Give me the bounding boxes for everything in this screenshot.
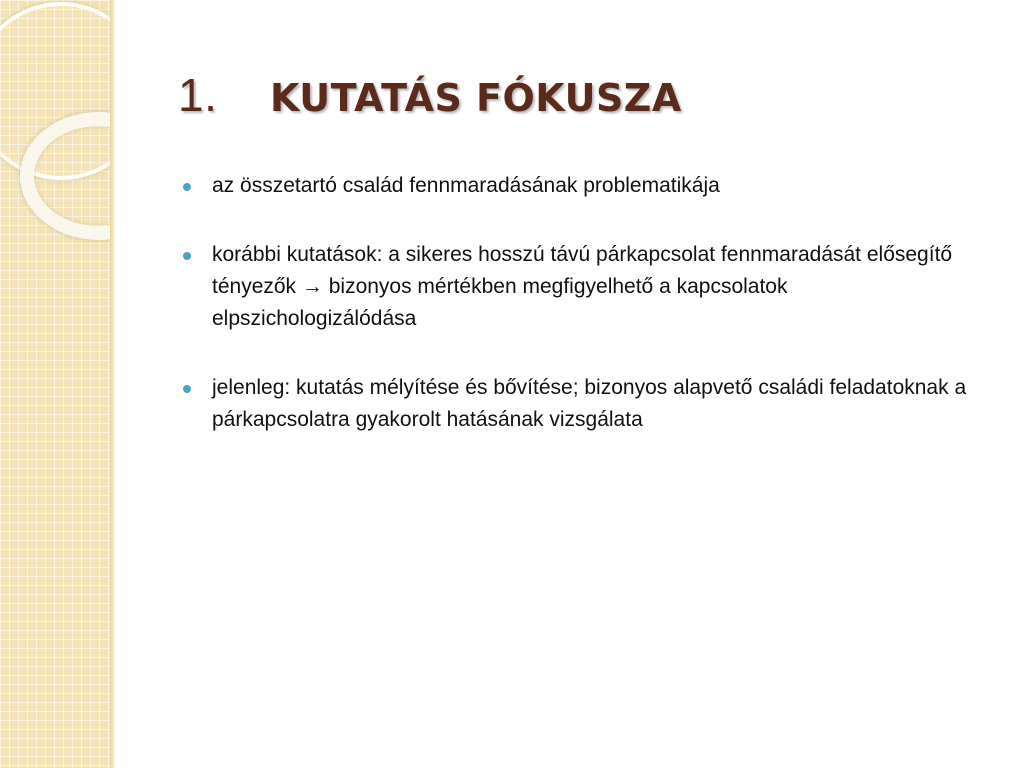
title-text: KUTATÁS FÓKUSZA (270, 76, 682, 120)
bullet-list (180, 170, 980, 473)
bullet-text: az összetartó család fennmaradásának problematikája (212, 174, 720, 197)
title-number: 1. (178, 69, 218, 121)
slide-title (178, 68, 682, 122)
bullet-text: jelenleg: kutatás mélyítése és bővítése; bizonyos alapvető családi feladatoknak a párkapcsolatra gyakorolt hatásának vizsgálata (212, 376, 967, 431)
bullet-item (180, 372, 980, 436)
bullet-item (180, 239, 980, 335)
bullet-icon (183, 252, 191, 260)
bullet-text: korábbi kutatások: a sikeres hosszú távú párkapcsolat fennmaradását elősegítő tényezők → bizonyos mértékben megfigyelhető a kapcsolatok elpszichologizálódása (212, 243, 953, 330)
bullet-icon (183, 183, 191, 191)
decorative-side-panel (0, 0, 110, 768)
bullet-item (180, 170, 980, 202)
side-panel-edge (110, 0, 115, 768)
bullet-icon (183, 385, 191, 393)
